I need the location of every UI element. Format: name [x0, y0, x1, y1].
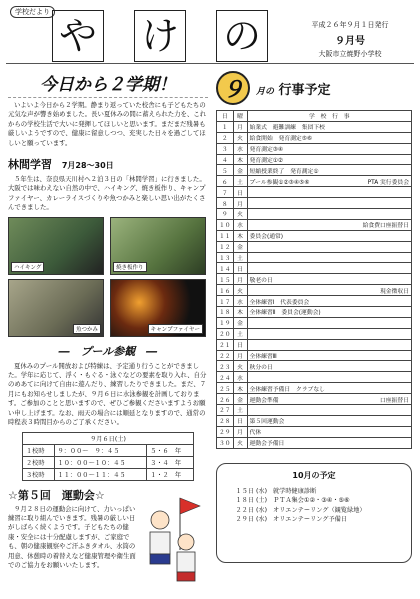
- day-cell: ２１: [217, 339, 234, 350]
- weekday-cell: 土: [233, 252, 247, 263]
- event-cell: [247, 132, 411, 143]
- calendar-row: [217, 394, 412, 405]
- event-text: 全体練習予備日 クラブなし: [249, 386, 325, 393]
- grade-cell: ３・４ 年: [147, 456, 194, 468]
- weekday-cell: 土: [233, 328, 247, 339]
- weekday-cell: 金: [233, 241, 247, 252]
- event-text: 始業式 避難訓練 集団下校: [249, 125, 325, 132]
- calendar-row: [217, 263, 412, 274]
- calendar-title: [256, 79, 331, 98]
- schedule-heading: 行事予定: [278, 82, 331, 98]
- event-note: 現金徴収日: [380, 288, 409, 295]
- photo-hiking: [8, 217, 104, 275]
- col-day: 日: [217, 111, 234, 122]
- calendar-row: [217, 274, 412, 285]
- day-cell: ２７: [217, 405, 234, 416]
- day-cell: ３: [217, 143, 234, 154]
- event-cell: [247, 361, 411, 372]
- newsletter-label: 学校だより: [10, 6, 55, 18]
- event-cell: [247, 328, 411, 339]
- day-cell: ６: [217, 176, 234, 187]
- list-item: [227, 515, 401, 525]
- october-event: オリエンテーリング予備日: [273, 516, 348, 524]
- event-note: PTA 実行委員会: [367, 179, 409, 186]
- month-badge: ９: [216, 71, 250, 105]
- event-cell: [247, 263, 411, 274]
- photo-caption: ハイキング: [11, 262, 44, 272]
- event-cell: [247, 165, 411, 176]
- event-cell: [247, 198, 411, 209]
- day-cell: ７: [217, 187, 234, 198]
- event-cell: [247, 350, 411, 361]
- event-text: 全体練習Ⅰ 代表委員会: [249, 299, 310, 306]
- event-text: 短縮授業終了 発育測定①: [249, 168, 319, 175]
- october-date: ２２日 (水): [235, 506, 267, 514]
- calendar-row: [217, 252, 412, 263]
- day-cell: １６: [217, 285, 234, 296]
- day-cell: ４: [217, 154, 234, 165]
- october-event: ＰＴＡ集会①②・③④・⑤⑥: [273, 497, 350, 505]
- october-event: 就学時健康診断: [273, 487, 317, 495]
- day-cell: ５: [217, 165, 234, 176]
- weekday-cell: 火: [233, 209, 247, 220]
- photo-board-making: [110, 217, 206, 275]
- day-cell: １１: [217, 230, 234, 241]
- event-cell: [247, 252, 411, 263]
- event-cell: [247, 121, 411, 132]
- weekday-cell: 金: [233, 317, 247, 328]
- calendar-row: [217, 132, 412, 143]
- weekday-cell: 木: [233, 383, 247, 394]
- month-suffix: 月の: [256, 86, 275, 97]
- school-name: 大阪市立焼野小学校: [318, 50, 382, 58]
- time-cell: ９：００～ ９：４５: [54, 444, 147, 456]
- camp-photos: [8, 217, 208, 337]
- day-cell: ２: [217, 132, 234, 143]
- event-note: 口座振替日: [380, 397, 409, 404]
- weekday-cell: 火: [233, 437, 247, 448]
- event-cell: [247, 437, 411, 448]
- weekday-cell: 月: [233, 121, 247, 132]
- calendar-row: [217, 426, 412, 437]
- weekday-cell: 金: [233, 394, 247, 405]
- camp-heading: [8, 156, 208, 172]
- issue-info: [290, 20, 410, 59]
- calendar-row: [217, 296, 412, 307]
- calendar-row: [217, 121, 412, 132]
- weekday-cell: 日: [233, 263, 247, 274]
- calendar-row: [217, 230, 412, 241]
- day-cell: ２６: [217, 394, 234, 405]
- weekday-cell: 月: [233, 426, 247, 437]
- day-cell: ８: [217, 198, 234, 209]
- calendar-row: [217, 383, 412, 394]
- event-cell: [247, 296, 411, 307]
- grade-cell: ５・６ 年: [147, 444, 194, 456]
- event-cell: [247, 241, 411, 252]
- calendar-row: [217, 372, 412, 383]
- calendar-row: [217, 405, 412, 416]
- calendar-row: [217, 165, 412, 176]
- event-text: 全体練習Ⅱ 委員会(運動会): [249, 310, 321, 317]
- day-cell: １０: [217, 219, 234, 230]
- weekday-cell: 水: [233, 296, 247, 307]
- day-cell: ２８: [217, 415, 234, 426]
- october-plans-box: [216, 463, 412, 563]
- event-cell: [247, 415, 411, 426]
- event-note: 給食費口座振替日: [362, 223, 409, 230]
- grade-cell: １・２ 年: [147, 468, 194, 480]
- calendar-row: [217, 219, 412, 230]
- weekday-cell: 土: [233, 176, 247, 187]
- event-text: 委員会(通常): [249, 234, 284, 241]
- table-row: [23, 444, 194, 456]
- event-text: 給食開始 発育測定⑤⑥: [249, 136, 313, 143]
- day-cell: １９: [217, 317, 234, 328]
- event-text: 運動会予備日: [249, 441, 285, 448]
- photo-fish-catching: [8, 279, 104, 337]
- october-date: １８日 (土): [235, 497, 267, 505]
- pool-schedule-table: [22, 432, 194, 481]
- october-title: 10月の予定: [292, 470, 336, 480]
- list-item: [227, 506, 401, 516]
- calendar-heading: [216, 66, 412, 110]
- day-cell: ２４: [217, 372, 234, 383]
- photo-campfire: [110, 279, 206, 337]
- september-calendar: [216, 110, 412, 449]
- calendar-row: [217, 415, 412, 426]
- pool-heading: ― プール参観 ―: [58, 344, 158, 358]
- calendar-header-row: [217, 111, 412, 122]
- weekday-cell: 火: [233, 285, 247, 296]
- sports-day-text: ９月２８日の運動会に向けて、力いっぱい練習に取り組んでいきます。残暑の厳しい日がしばらく続くようです。子どもたちの健康・安全には十分配慮しますが、ご家庭でも、朝の健康観察やご汗ふきタオル、水筒の用意、休憩時の着替えなど健康管理や衛生面でのご協力をお願いいたします。: [8, 504, 136, 569]
- calendar-row: [217, 339, 412, 350]
- weekday-cell: 木: [233, 230, 247, 241]
- event-text: 秋分の日: [249, 364, 273, 371]
- right-column: [216, 66, 412, 563]
- event-text: 全体練習Ⅲ: [249, 354, 277, 361]
- day-cell: ３０: [217, 437, 234, 448]
- pool-text: 夏休みのプール開放および特練は、予定通り行うことができました。学年に応じて、浮く・もぐる・泳ぐなどの要素を取り入れ、自分のめあてに向けて自由に遊んだり、練習したりできました。まだ、７月にもお知らせしましたが、９月６日に水泳参観を計画しております。ご参加のことと思いますので、ぜひご参観くださいますようお願い申し上げます。なお、雨天の場合には順延となりますので、通常の時程表３時間目からのご了承ください。: [8, 361, 207, 427]
- schedule-date: ９月６日(土): [23, 432, 194, 444]
- weekday-cell: 日: [233, 339, 247, 350]
- calendar-row: [217, 241, 412, 252]
- day-cell: １７: [217, 296, 234, 307]
- day-cell: ９: [217, 209, 234, 220]
- term-start-heading: 今日から２学期！: [8, 66, 208, 98]
- list-item: [227, 487, 401, 497]
- col-events: 学 校 行 事: [247, 111, 411, 122]
- table-row: [23, 456, 194, 468]
- photo-caption: キャンプファイヤー: [148, 324, 203, 334]
- event-cell: [247, 187, 411, 198]
- period-cell: １校時: [23, 444, 55, 456]
- calendar-row: [217, 176, 412, 187]
- header-divider: [6, 63, 414, 64]
- october-date: １５日 (水): [235, 487, 267, 495]
- october-event: オリエンテーリング（観覧緑地）: [273, 506, 366, 514]
- day-cell: ２０: [217, 328, 234, 339]
- camp-title: 林間学習: [8, 158, 52, 172]
- weekday-cell: 水: [233, 143, 247, 154]
- intro-text: いよいよ今日から２学期。静まり返っていた校舎にも子どもたちの元気な声が響き始めました。長い夏休みの間に蓄えられた力を、これからの学校生活で大いに発揮してほしいと思います。まだまだ残暑も厳しいようですので、健康に留意しつつ、充実した日々を過ごしてほしいと願っています。: [8, 101, 207, 147]
- weekday-cell: 火: [233, 132, 247, 143]
- event-cell: [247, 339, 411, 350]
- event-cell: [247, 317, 411, 328]
- title-char-1: や: [52, 10, 104, 62]
- calendar-row: [217, 328, 412, 339]
- weekday-cell: 火: [233, 361, 247, 372]
- day-cell: １: [217, 121, 234, 132]
- list-item: [227, 496, 401, 506]
- day-cell: １２: [217, 241, 234, 252]
- calendar-row: [217, 350, 412, 361]
- day-cell: １４: [217, 263, 234, 274]
- weekday-cell: 水: [233, 219, 247, 230]
- calendar-row: [217, 198, 412, 209]
- day-cell: ２９: [217, 426, 234, 437]
- day-cell: ２５: [217, 383, 234, 394]
- weekday-cell: 月: [233, 350, 247, 361]
- period-cell: ２校時: [23, 456, 55, 468]
- calendar-row: [217, 285, 412, 296]
- event-text: 発育測定③④: [249, 147, 284, 154]
- event-text: 第５回運動会: [249, 419, 285, 426]
- sports-day-heading: ☆第５回 運動会☆: [8, 488, 105, 502]
- col-weekday: 曜: [233, 111, 247, 122]
- title-char-3: の: [216, 10, 268, 62]
- event-cell: [247, 143, 411, 154]
- day-cell: ２３: [217, 361, 234, 372]
- weekday-cell: 日: [233, 415, 247, 426]
- masthead: [8, 6, 412, 62]
- publish-date: 平成２６年９月１日発行: [311, 21, 389, 29]
- event-cell: [247, 394, 411, 405]
- event-text: プール参観①②③④⑤⑥: [249, 179, 310, 186]
- event-cell: [247, 307, 411, 318]
- event-text: 運動会準備: [249, 397, 279, 404]
- weekday-cell: 金: [233, 165, 247, 176]
- sports-day-illustration: [136, 478, 206, 590]
- event-text: 代休: [249, 430, 262, 437]
- camp-dates: 7月28～30日: [61, 161, 114, 171]
- event-cell: [247, 372, 411, 383]
- calendar-row: [217, 209, 412, 220]
- calendar-row: [217, 437, 412, 448]
- calendar-row: [217, 317, 412, 328]
- event-text: 敬老の日: [249, 277, 273, 284]
- calendar-row: [217, 143, 412, 154]
- event-cell: [247, 426, 411, 437]
- time-cell: １１：００～１１：４５: [54, 468, 147, 480]
- day-cell: １５: [217, 274, 234, 285]
- october-date: ２９日 (水): [235, 516, 267, 524]
- event-cell: [247, 405, 411, 416]
- day-cell: １３: [217, 252, 234, 263]
- weekday-cell: 土: [233, 405, 247, 416]
- calendar-row: [217, 187, 412, 198]
- event-cell: [247, 383, 411, 394]
- camp-text: ５年生は、奈良県天川村へ２泊３日の「林間学習」に行きました。大阪では味わえない自然の中で、ハイキング、焼き板作り、キャンプファイヤー、カレーライスづくりや魚つかみと楽しい思い出がたくさんできました。: [8, 175, 206, 212]
- photo-caption: 焼き板作り: [113, 262, 147, 272]
- event-cell: [247, 274, 411, 285]
- weekday-cell: 木: [233, 307, 247, 318]
- photo-caption: 魚つかみ: [73, 324, 101, 334]
- day-cell: ２２: [217, 350, 234, 361]
- calendar-row: [217, 361, 412, 372]
- weekday-cell: 月: [233, 274, 247, 285]
- calendar-row: [217, 154, 412, 165]
- time-cell: １０：００～１０：４５: [54, 456, 147, 468]
- event-cell: [247, 176, 411, 187]
- weekday-cell: 日: [233, 187, 247, 198]
- event-cell: [247, 230, 411, 241]
- event-cell: [247, 285, 411, 296]
- weekday-cell: 木: [233, 154, 247, 165]
- issue-number: ９月号: [335, 36, 365, 47]
- event-cell: [247, 219, 411, 230]
- weekday-cell: 月: [233, 198, 247, 209]
- event-text: 発育測定①②: [249, 158, 284, 164]
- period-cell: ３校時: [23, 468, 55, 480]
- event-cell: [247, 154, 411, 165]
- event-cell: [247, 209, 411, 220]
- title-char-2: け: [134, 10, 186, 62]
- calendar-row: [217, 307, 412, 318]
- weekday-cell: 水: [233, 372, 247, 383]
- day-cell: １８: [217, 307, 234, 318]
